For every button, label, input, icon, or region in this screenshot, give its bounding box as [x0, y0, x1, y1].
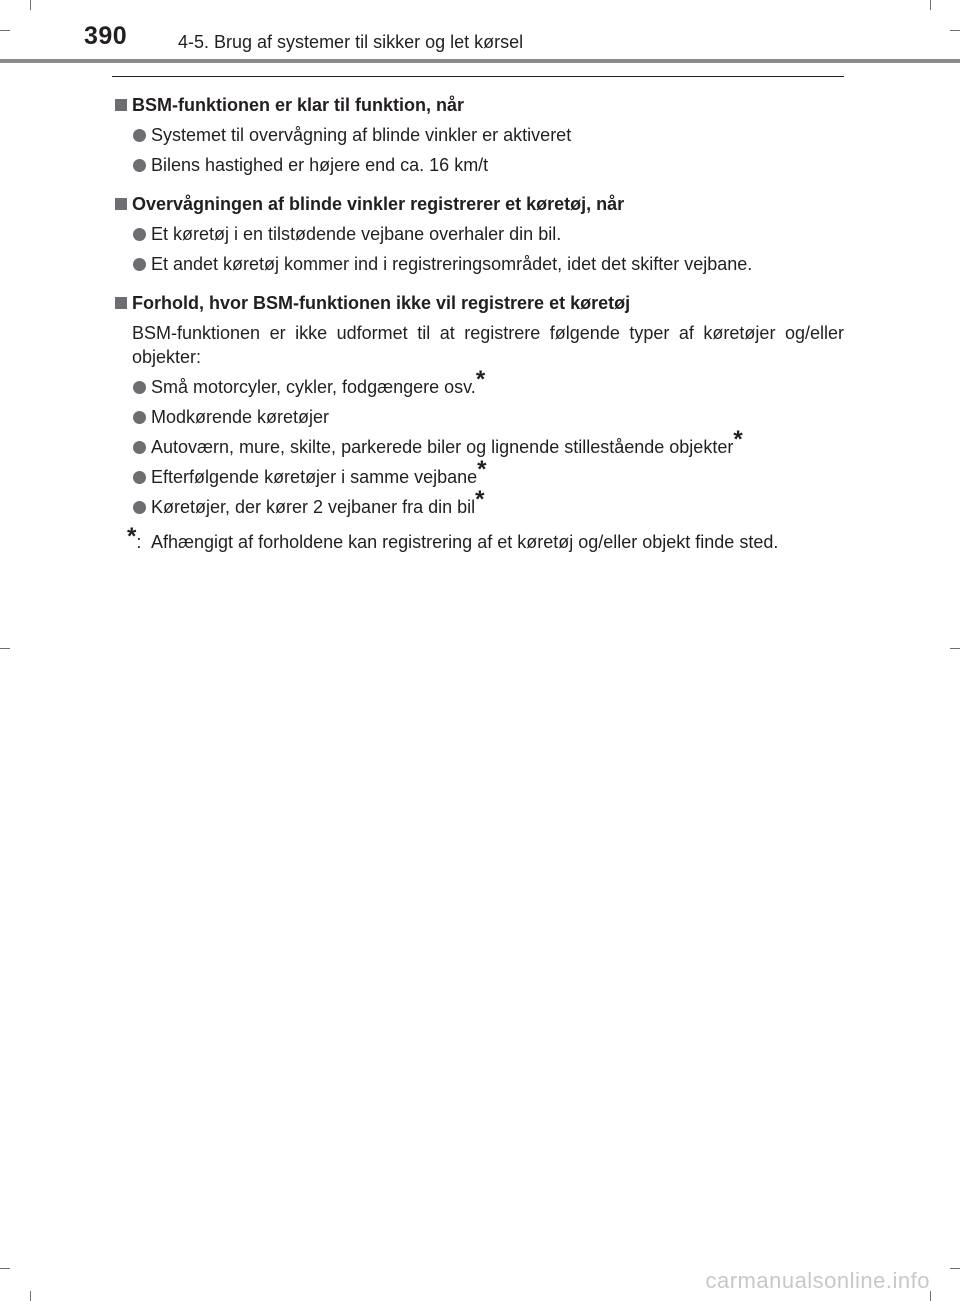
square-bullet-icon	[115, 297, 127, 309]
footnote-colon: :	[136, 532, 142, 552]
page-header	[0, 0, 960, 64]
list-item-text: Et andet køretøj kommer ind i registreringsområdet, idet det skifter vejbane.	[151, 254, 753, 274]
circle-bullet-icon	[133, 159, 146, 172]
heading-text: Overvågningen af blinde vinkler registrerer et køretøj, når	[132, 194, 625, 214]
section-heading	[112, 291, 844, 315]
list-item	[112, 486, 844, 519]
list-item-text: Modkørende køretøjer	[151, 407, 330, 427]
footnote	[112, 523, 844, 555]
circle-bullet-icon	[133, 129, 146, 142]
header-rule	[0, 59, 960, 63]
section-paragraph: BSM-funktionen er ikke udformet til at registrere følgende typer af køretøjer og/eller objekter:	[132, 323, 844, 367]
square-bullet-icon	[115, 198, 127, 210]
footnote-text: Afhængigt af forholdene kan registrering af et køretøj og/eller objekt finde sted.	[151, 532, 779, 552]
watermark: carmanualsonline.info	[705, 1268, 930, 1293]
circle-bullet-icon	[133, 501, 146, 514]
chapter-title: 4-5. Brug af systemer til sikker og let kørsel	[178, 32, 524, 52]
list-item	[112, 366, 844, 399]
circle-bullet-icon	[133, 411, 146, 424]
crop-mark	[30, 1291, 31, 1301]
asterisk-mark: *	[733, 426, 743, 453]
square-bullet-icon	[115, 99, 127, 111]
list-item-text: Bilens hastighed er højere end ca. 16 km/t	[151, 155, 489, 175]
crop-mark	[930, 1291, 931, 1301]
asterisk-mark: *	[127, 523, 137, 550]
heading-text: Forhold, hvor BSM-funktionen ikke vil registrere et køretøj	[132, 293, 631, 313]
circle-bullet-icon	[133, 228, 146, 241]
list-item-text: Systemet til overvågning af blinde vinkler er aktiveret	[151, 125, 572, 145]
list-item-text: Autoværn, mure, skilte, parkerede biler og lignende stillestående objekter	[151, 437, 734, 457]
asterisk-mark: *	[475, 366, 486, 393]
crop-mark	[950, 648, 960, 649]
page-content	[112, 76, 844, 555]
circle-bullet-icon	[133, 471, 146, 484]
crop-mark	[0, 1268, 10, 1269]
section-heading	[112, 192, 844, 216]
page-number: 390	[84, 22, 128, 50]
list-item-text: Små motorcyler, cykler, fodgængere osv.	[151, 377, 476, 397]
circle-bullet-icon	[133, 441, 146, 454]
asterisk-mark: *	[477, 456, 487, 483]
circle-bullet-icon	[133, 381, 146, 394]
section-heading	[112, 93, 844, 117]
heading-text: BSM-funktionen er klar til funktion, når	[132, 95, 465, 115]
list-item-text: Køretøjer, der kører 2 vejbaner fra din bil	[151, 497, 476, 517]
asterisk-mark: *	[475, 486, 485, 513]
list-item	[112, 222, 844, 246]
footnote-mark	[127, 523, 142, 555]
list-item-text: Efterfølgende køretøjer i samme vejbane	[151, 467, 478, 487]
list-item	[112, 123, 844, 147]
crop-mark	[950, 1268, 960, 1269]
list-item	[112, 153, 844, 177]
circle-bullet-icon	[133, 258, 146, 271]
crop-mark	[0, 648, 10, 649]
list-item	[112, 252, 844, 276]
list-item-text: Et køretøj i en tilstødende vejbane overhaler din bil.	[151, 224, 562, 244]
